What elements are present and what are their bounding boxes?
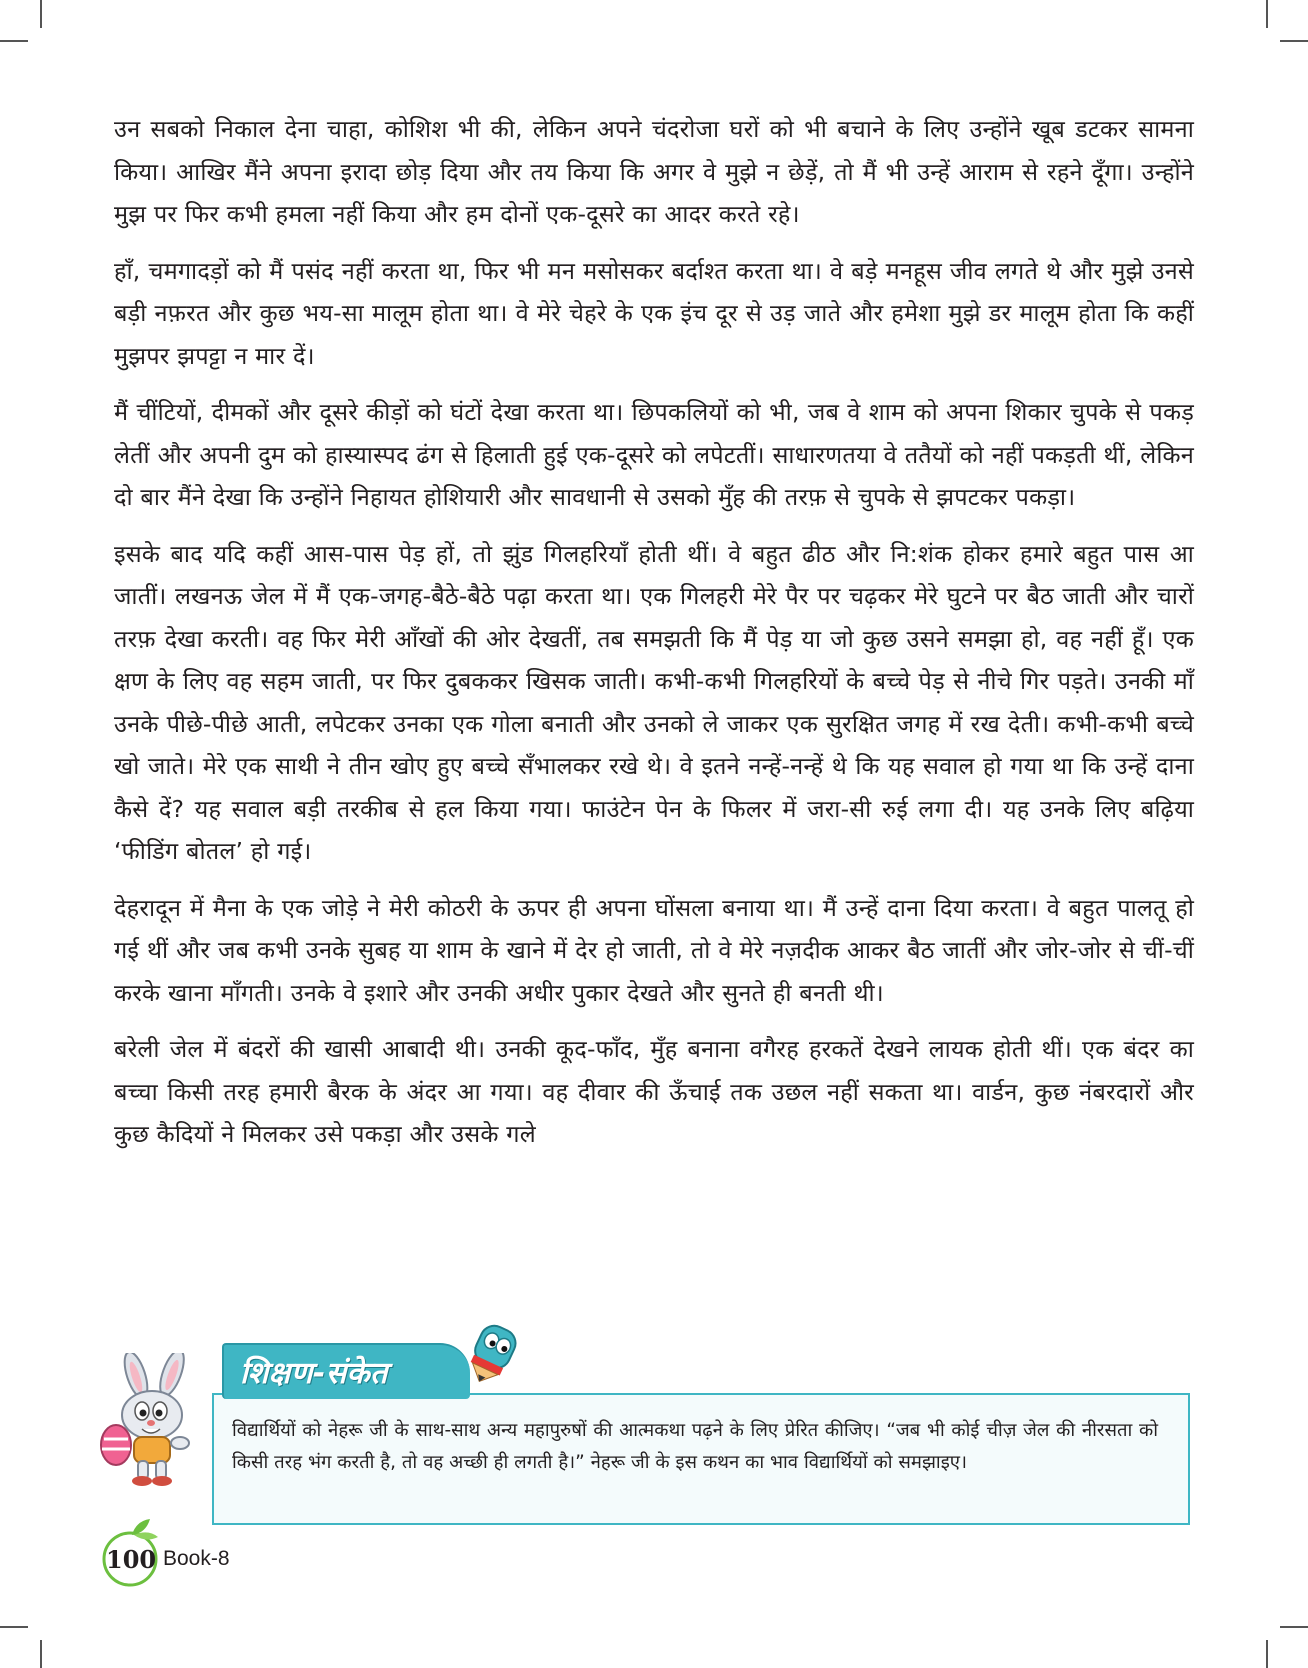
paragraph: बरेली जेल में बंदरों की खासी आबादी थी। उनकी कूद-फाँद, मुँह बनाना वगैरह हरकतें देखने लायक होती थीं। एक बंदर का बच्चा किसी तरह हमारी बैरक के अंदर आ गया। वह दीवार की ऊँचाई तक उछल नहीं सकता था। वार्डन, कुछ नंबरदारों और कुछ कैदियों ने मिलकर उसे पकड़ा और उसके गले: [114, 1035, 1194, 1148]
teaching-note-banner: [222, 1343, 470, 1399]
crop-mark: [1266, 0, 1268, 28]
paragraph: हाँ, चमगादड़ों को मैं पसंद नहीं करता था, फिर भी मन मसोसकर बर्दाश्त करता था। वे बड़े मनहूस जीव लगते थे और मुझे उनसे बड़ी नफ़रत और कुछ भय-सा मालूम होता था। वे मेरे चेहरे के एक इंच दूर से उड़ जाते और हमेशा मुझे डर मालूम होता कि कहीं मुझपर झपट्टा न मार दें।: [114, 256, 1194, 370]
paragraph: उन सबको निकाल देना चाहा, कोशिश भी की, लेकिन अपने चंदरोजा घरों को भी बचाने के लिए उन्होंने खूब डटकर सामना किया। आखिर मैंने अपना इरादा छोड़ दिया और तय किया कि अगर वे मुझे न छेड़ें, तो मैं भी उन्हें आराम से रहने दूँगा। उन्होंने मुझ पर फिर कभी हमला नहीं किया और हम दोनों एक-दूसरे का आदर करते रहे।: [114, 115, 1194, 228]
crop-mark: [0, 40, 28, 42]
rabbit-mascot-icon: [92, 1353, 212, 1488]
teaching-note-text: विद्यार्थियों को नेहरू जी के साथ-साथ अन्य महापुरुषों की आत्मकथा पढ़ने के लिए प्रेरित कीजिए। “जब भी कोई चीज़ जेल की नीरसता को किसी तरह भंग करती है, तो वह अच्छी ही लगती है।” नेहरू जी के इस कथन का भाव विद्यार्थियों को समझाइए।: [232, 1420, 1158, 1473]
page-number: 100: [106, 1545, 157, 1574]
paragraph: इसके बाद यदि कहीं आस-पास पेड़ हों, तो झुंड गिलहरियाँ होती थीं। वे बहुत ढीठ और नि:शंक होकर हमारे बहुत पास आ जातीं। लखनऊ जेल में मैं एक-जगह-बैठे-बैठे पढ़ा करता था। एक गिलहरी मेरे पैर पर चढ़कर मेरे घुटने पर बैठ जाती और चारों तरफ़ देखा करती। वह फिर मेरी आँखों की ओर देखतीं, तब समझती कि मैं पेड़ या जो कुछ उसने समझा हो, वह नहीं हूँ। एक क्षण के लिए वह सहम जाती, पर फिर दुबककर खिसक जाती। कभी-कभी गिलहरियों के बच्चे पेड़ से नीचे गिर पड़ते। उनकी माँ उनके पीछे-पीछे आती, लपेटकर उनका एक गोला बनाती और उनको ले जाकर एक सुरक्षित जगह में रख देती। कभी-कभी बच्चे खो जाते। मेरे एक साथी ने तीन खोए हुए बच्चे सँभालकर रखे थे। वे इतने नन्हें-नन्हें थे कि यह सवाल हो गया था कि उन्हें दाना कैसे दें? यह सवाल बड़ी तरकीब से हल किया गया। फाउंटेन पेन के फिलर में जरा-सी रुई लगा दी। यह उनके लिए बढ़िया ‘फीडिंग बोतल’ हो गई।: [114, 539, 1194, 865]
crop-mark: [0, 1626, 28, 1628]
teaching-note-title: शिक्षण-संकेत: [240, 1356, 388, 1391]
pencil-mascot-icon: [456, 1320, 536, 1390]
book-label: Book-8: [163, 1547, 230, 1570]
paragraph: देहरादून में मैना के एक जोड़े ने मेरी कोठरी के ऊपर ही अपना घोंसला बनाया था। मैं उन्हें दाना दिया करता। वे बहुत पालतू हो गई थीं और जब कभी उनके सुबह या शाम के खाने में देर हो जाती, तो वे मेरे नज़दीक आकर बैठ जातीं और जोर-जोर से चीं-चीं करके खाना माँगती। उनके वे इशारे और उनकी अधीर पुकार देखते और सुनते ही बनती थी।: [114, 893, 1194, 1007]
body-text: [114, 108, 1194, 1170]
crop-mark: [40, 1640, 42, 1668]
crop-mark: [1280, 1626, 1308, 1628]
crop-mark: [1266, 1640, 1268, 1668]
crop-mark: [40, 0, 42, 28]
paragraph: मैं चींटियों, दीमकों और दूसरे कीड़ों को घंटों देखा करता था। छिपकलियों को भी, जब वे शाम को अपना शिकार चुपके से पकड़ लेतीं और अपनी दुम को हास्यास्पद ढंग से हिलाती हुई एक-दूसरे को लपेटतीं। साधारणतया वे ततैयों को नहीं पकड़ती थीं, लेकिन दो बार मैंने देखा कि उन्होंने निहायत होशियारी और सावधानी से उसको मुँह की तरफ़ से चुपके से झपटकर पकड़ा।: [114, 398, 1194, 511]
teaching-note-box: [212, 1393, 1190, 1525]
crop-mark: [1280, 40, 1308, 42]
